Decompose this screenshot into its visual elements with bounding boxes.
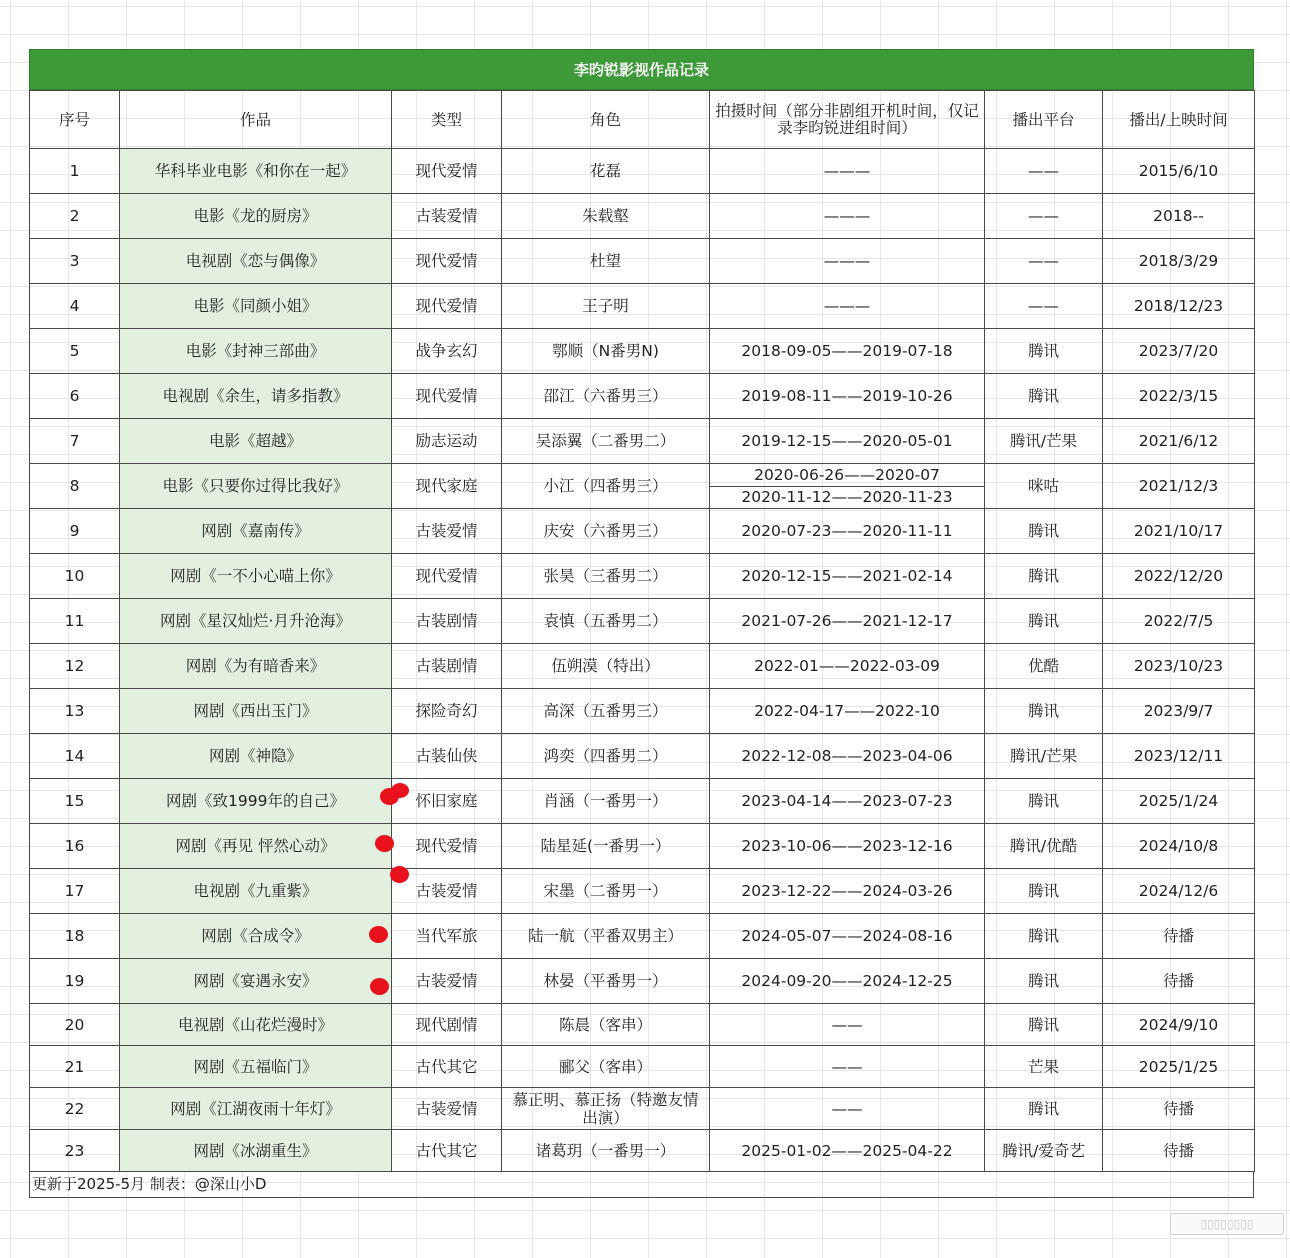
platform: —— bbox=[985, 194, 1103, 239]
header-no: 序号 bbox=[30, 91, 120, 149]
genre: 现代家庭 bbox=[392, 464, 502, 509]
table-row bbox=[30, 734, 1255, 779]
row-number: 8 bbox=[30, 464, 120, 509]
release-date: 2023/10/23 bbox=[1103, 644, 1255, 689]
role: 张昊（三番男二） bbox=[502, 554, 710, 599]
genre: 探险奇幻 bbox=[392, 689, 502, 734]
genre: 现代剧情 bbox=[392, 1004, 502, 1046]
sheet-title: 李昀锐影视作品记录 bbox=[29, 49, 1254, 90]
genre: 现代爱情 bbox=[392, 554, 502, 599]
role: 邵江（六番男三） bbox=[502, 374, 710, 419]
header-platform: 播出平台 bbox=[985, 91, 1103, 149]
work-title: 电影《超越》 bbox=[120, 419, 392, 464]
table-row bbox=[30, 644, 1255, 689]
platform: 腾讯/芒果 bbox=[985, 419, 1103, 464]
table-row bbox=[30, 239, 1255, 284]
work-title: 网剧《合成令》 bbox=[120, 914, 392, 959]
genre: 古装爱情 bbox=[392, 959, 502, 1004]
spreadsheet bbox=[29, 49, 1254, 1198]
release-date: 2024/10/8 bbox=[1103, 824, 1255, 869]
release-date: 2022/3/15 bbox=[1103, 374, 1255, 419]
release-date: 待播 bbox=[1103, 1130, 1255, 1172]
genre: 古装剧情 bbox=[392, 644, 502, 689]
release-date: 2021/12/3 bbox=[1103, 464, 1255, 509]
row-number: 19 bbox=[30, 959, 120, 1004]
release-date: 2024/12/6 bbox=[1103, 869, 1255, 914]
table-row bbox=[30, 959, 1255, 1004]
work-title: 电视剧《余生，请多指教》 bbox=[120, 374, 392, 419]
watermark-badge: ▯▯▯▯▯▯▯▯ bbox=[1170, 1213, 1284, 1235]
platform: —— bbox=[985, 239, 1103, 284]
table-row bbox=[30, 1004, 1255, 1046]
row-number: 4 bbox=[30, 284, 120, 329]
platform: 腾讯 bbox=[985, 329, 1103, 374]
row-number: 9 bbox=[30, 509, 120, 554]
role: 小江（四番男三） bbox=[502, 464, 710, 509]
work-title: 电视剧《山花烂漫时》 bbox=[120, 1004, 392, 1046]
role: 朱载壑 bbox=[502, 194, 710, 239]
genre: 古装剧情 bbox=[392, 599, 502, 644]
table-row bbox=[30, 194, 1255, 239]
shoot-time-split bbox=[710, 464, 985, 508]
shoot-time: 2020-07-23——2020-11-11 bbox=[710, 509, 985, 554]
role: 肖涵（一番男一） bbox=[502, 779, 710, 824]
row-number: 16 bbox=[30, 824, 120, 869]
red-mark-15b bbox=[391, 783, 409, 798]
red-mark-16 bbox=[375, 835, 394, 852]
shoot-time bbox=[710, 464, 985, 509]
shoot-time: 2023-12-22——2024-03-26 bbox=[710, 869, 985, 914]
release-date: 2021/10/17 bbox=[1103, 509, 1255, 554]
row-number: 22 bbox=[30, 1088, 120, 1130]
platform: 腾讯 bbox=[985, 689, 1103, 734]
role: 花磊 bbox=[502, 149, 710, 194]
row-number: 11 bbox=[30, 599, 120, 644]
shoot-time: ——— bbox=[710, 284, 985, 329]
work-title: 网剧《五福临门》 bbox=[120, 1046, 392, 1088]
release-date: 2018/12/23 bbox=[1103, 284, 1255, 329]
release-date: 2025/1/24 bbox=[1103, 779, 1255, 824]
row-number: 20 bbox=[30, 1004, 120, 1046]
genre: 古装爱情 bbox=[392, 869, 502, 914]
shoot-time: 2019-08-11——2019-10-26 bbox=[710, 374, 985, 419]
release-date: 待播 bbox=[1103, 959, 1255, 1004]
shoot-time: 2018-09-05——2019-07-18 bbox=[710, 329, 985, 374]
table-row bbox=[30, 554, 1255, 599]
header-row bbox=[30, 91, 1255, 149]
role: 袁慎（五番男二） bbox=[502, 599, 710, 644]
shoot-time: 2022-04-17——2022-10 bbox=[710, 689, 985, 734]
platform: 腾讯 bbox=[985, 869, 1103, 914]
genre: 现代爱情 bbox=[392, 239, 502, 284]
table-row bbox=[30, 1130, 1255, 1172]
work-title: 华科毕业电影《和你在一起》 bbox=[120, 149, 392, 194]
shoot-time: 2024-05-07——2024-08-16 bbox=[710, 914, 985, 959]
table-row bbox=[30, 869, 1255, 914]
shoot-time: 2023-04-14——2023-07-23 bbox=[710, 779, 985, 824]
platform: 腾讯 bbox=[985, 554, 1103, 599]
row-number: 2 bbox=[30, 194, 120, 239]
release-date: 2021/6/12 bbox=[1103, 419, 1255, 464]
genre: 古代其它 bbox=[392, 1046, 502, 1088]
row-number: 1 bbox=[30, 149, 120, 194]
role: 郦父（客串） bbox=[502, 1046, 710, 1088]
release-date: 2025/1/25 bbox=[1103, 1046, 1255, 1088]
role: 杜望 bbox=[502, 239, 710, 284]
red-mark-17 bbox=[390, 866, 409, 883]
genre: 战争玄幻 bbox=[392, 329, 502, 374]
work-title: 网剧《为有暗香来》 bbox=[120, 644, 392, 689]
row-number: 21 bbox=[30, 1046, 120, 1088]
platform: 腾讯/爱奇艺 bbox=[985, 1130, 1103, 1172]
row-number: 5 bbox=[30, 329, 120, 374]
table-row bbox=[30, 779, 1255, 824]
genre: 励志运动 bbox=[392, 419, 502, 464]
role: 庆安（六番男三） bbox=[502, 509, 710, 554]
platform: 优酷 bbox=[985, 644, 1103, 689]
genre: 古装爱情 bbox=[392, 1088, 502, 1130]
shoot-time: ——— bbox=[710, 149, 985, 194]
row-number: 17 bbox=[30, 869, 120, 914]
release-date: 2024/9/10 bbox=[1103, 1004, 1255, 1046]
work-title: 电影《封神三部曲》 bbox=[120, 329, 392, 374]
platform: 腾讯 bbox=[985, 914, 1103, 959]
table-row bbox=[30, 149, 1255, 194]
genre: 现代爱情 bbox=[392, 284, 502, 329]
platform: 腾讯/芒果 bbox=[985, 734, 1103, 779]
platform: —— bbox=[985, 284, 1103, 329]
platform: —— bbox=[985, 149, 1103, 194]
release-date: 2022/7/5 bbox=[1103, 599, 1255, 644]
work-title: 电影《只要你过得比我好》 bbox=[120, 464, 392, 509]
shoot-time: —— bbox=[710, 1004, 985, 1046]
role: 鸿奕（四番男二） bbox=[502, 734, 710, 779]
role: 慕正明、慕正扬（特邀友情出演） bbox=[502, 1088, 710, 1130]
shoot-time: 2025-01-02——2025-04-22 bbox=[710, 1130, 985, 1172]
shoot-time: ——— bbox=[710, 194, 985, 239]
header-release: 播出/上映时间 bbox=[1103, 91, 1255, 149]
platform: 咪咕 bbox=[985, 464, 1103, 509]
role: 王子明 bbox=[502, 284, 710, 329]
role: 林晏（平番男一） bbox=[502, 959, 710, 1004]
genre: 现代爱情 bbox=[392, 824, 502, 869]
row-number: 7 bbox=[30, 419, 120, 464]
role: 宋墨（二番男一） bbox=[502, 869, 710, 914]
shoot-time: —— bbox=[710, 1046, 985, 1088]
genre: 古代其它 bbox=[392, 1130, 502, 1172]
release-date: 2023/7/20 bbox=[1103, 329, 1255, 374]
platform: 腾讯 bbox=[985, 599, 1103, 644]
table-row bbox=[30, 689, 1255, 734]
platform: 腾讯 bbox=[985, 959, 1103, 1004]
role: 诸葛玥（一番男一） bbox=[502, 1130, 710, 1172]
release-date: 待播 bbox=[1103, 914, 1255, 959]
work-title: 网剧《致1999年的自己》 bbox=[120, 779, 392, 824]
work-title: 网剧《宴遇永安》 bbox=[120, 959, 392, 1004]
header-work: 作品 bbox=[120, 91, 392, 149]
release-date: 2018-- bbox=[1103, 194, 1255, 239]
role: 高深（五番男三） bbox=[502, 689, 710, 734]
release-date: 2023/9/7 bbox=[1103, 689, 1255, 734]
platform: 腾讯 bbox=[985, 509, 1103, 554]
table-row bbox=[30, 1046, 1255, 1088]
work-title: 网剧《一不小心喵上你》 bbox=[120, 554, 392, 599]
table-row bbox=[30, 1088, 1255, 1130]
work-title: 电影《同颜小姐》 bbox=[120, 284, 392, 329]
shoot-time: 2019-12-15——2020-05-01 bbox=[710, 419, 985, 464]
row-number: 23 bbox=[30, 1130, 120, 1172]
table-row bbox=[30, 509, 1255, 554]
genre: 怀旧家庭 bbox=[392, 779, 502, 824]
work-title: 网剧《再见 怦然心动》 bbox=[120, 824, 392, 869]
header-role: 角色 bbox=[502, 91, 710, 149]
release-date: 2018/3/29 bbox=[1103, 239, 1255, 284]
shoot-time: ——— bbox=[710, 239, 985, 284]
table-row bbox=[30, 914, 1255, 959]
row-number: 6 bbox=[30, 374, 120, 419]
table-row bbox=[30, 464, 1255, 509]
header-type: 类型 bbox=[392, 91, 502, 149]
red-mark-18 bbox=[369, 926, 388, 943]
row-number: 13 bbox=[30, 689, 120, 734]
work-title: 电影《龙的厨房》 bbox=[120, 194, 392, 239]
role: 伍朔漠（特出） bbox=[502, 644, 710, 689]
shoot-time: —— bbox=[710, 1088, 985, 1130]
work-title: 网剧《江湖夜雨十年灯》 bbox=[120, 1088, 392, 1130]
genre: 古装仙侠 bbox=[392, 734, 502, 779]
row-number: 18 bbox=[30, 914, 120, 959]
platform: 腾讯 bbox=[985, 374, 1103, 419]
role: 陆星延(一番男一） bbox=[502, 824, 710, 869]
platform: 腾讯 bbox=[985, 1004, 1103, 1046]
shoot-time-first: 2020-06-26——2020-07 bbox=[710, 464, 985, 487]
genre: 现代爱情 bbox=[392, 149, 502, 194]
role: 鄂顺（N番男N) bbox=[502, 329, 710, 374]
platform: 腾讯 bbox=[985, 779, 1103, 824]
table-row bbox=[30, 419, 1255, 464]
work-title: 网剧《西出玉门》 bbox=[120, 689, 392, 734]
row-number: 12 bbox=[30, 644, 120, 689]
table-row bbox=[30, 329, 1255, 374]
row-number: 10 bbox=[30, 554, 120, 599]
genre: 现代爱情 bbox=[392, 374, 502, 419]
work-title: 网剧《冰湖重生》 bbox=[120, 1130, 392, 1172]
work-title: 电视剧《恋与偶像》 bbox=[120, 239, 392, 284]
genre: 古装爱情 bbox=[392, 509, 502, 554]
red-mark-19 bbox=[370, 978, 389, 995]
row-number: 3 bbox=[30, 239, 120, 284]
platform: 芒果 bbox=[985, 1046, 1103, 1088]
shoot-time: 2023-10-06——2023-12-16 bbox=[710, 824, 985, 869]
shoot-time: 2024-09-20——2024-12-25 bbox=[710, 959, 985, 1004]
platform: 腾讯/优酷 bbox=[985, 824, 1103, 869]
role: 吴添翼（二番男二） bbox=[502, 419, 710, 464]
table-row bbox=[30, 284, 1255, 329]
work-title: 电视剧《九重紫》 bbox=[120, 869, 392, 914]
genre: 当代军旅 bbox=[392, 914, 502, 959]
shoot-time: 2022-01——2022-03-09 bbox=[710, 644, 985, 689]
role: 陆一航（平番双男主） bbox=[502, 914, 710, 959]
release-date: 待播 bbox=[1103, 1088, 1255, 1130]
row-number: 15 bbox=[30, 779, 120, 824]
shoot-time: 2022-12-08——2023-04-06 bbox=[710, 734, 985, 779]
work-title: 网剧《神隐》 bbox=[120, 734, 392, 779]
work-title: 网剧《星汉灿烂·月升沧海》 bbox=[120, 599, 392, 644]
release-date: 2022/12/20 bbox=[1103, 554, 1255, 599]
shoot-time-second: 2020-11-12——2020-11-23 bbox=[741, 488, 953, 507]
row-number: 14 bbox=[30, 734, 120, 779]
release-date: 2015/6/10 bbox=[1103, 149, 1255, 194]
table-row bbox=[30, 599, 1255, 644]
release-date: 2023/12/11 bbox=[1103, 734, 1255, 779]
genre: 古装爱情 bbox=[392, 194, 502, 239]
works-table bbox=[29, 90, 1255, 1172]
shoot-time: 2020-12-15——2021-02-14 bbox=[710, 554, 985, 599]
work-title: 网剧《嘉南传》 bbox=[120, 509, 392, 554]
table-row bbox=[30, 374, 1255, 419]
table-row bbox=[30, 824, 1255, 869]
footer-note: 更新于2025-5月 制表：@深山小D bbox=[29, 1172, 1254, 1198]
shoot-time: 2021-07-26——2021-12-17 bbox=[710, 599, 985, 644]
role: 陈晨（客串） bbox=[502, 1004, 710, 1046]
platform: 腾讯 bbox=[985, 1088, 1103, 1130]
header-shoot-time: 拍摄时间（部分非剧组开机时间，仅记录李昀锐进组时间） bbox=[710, 91, 985, 149]
